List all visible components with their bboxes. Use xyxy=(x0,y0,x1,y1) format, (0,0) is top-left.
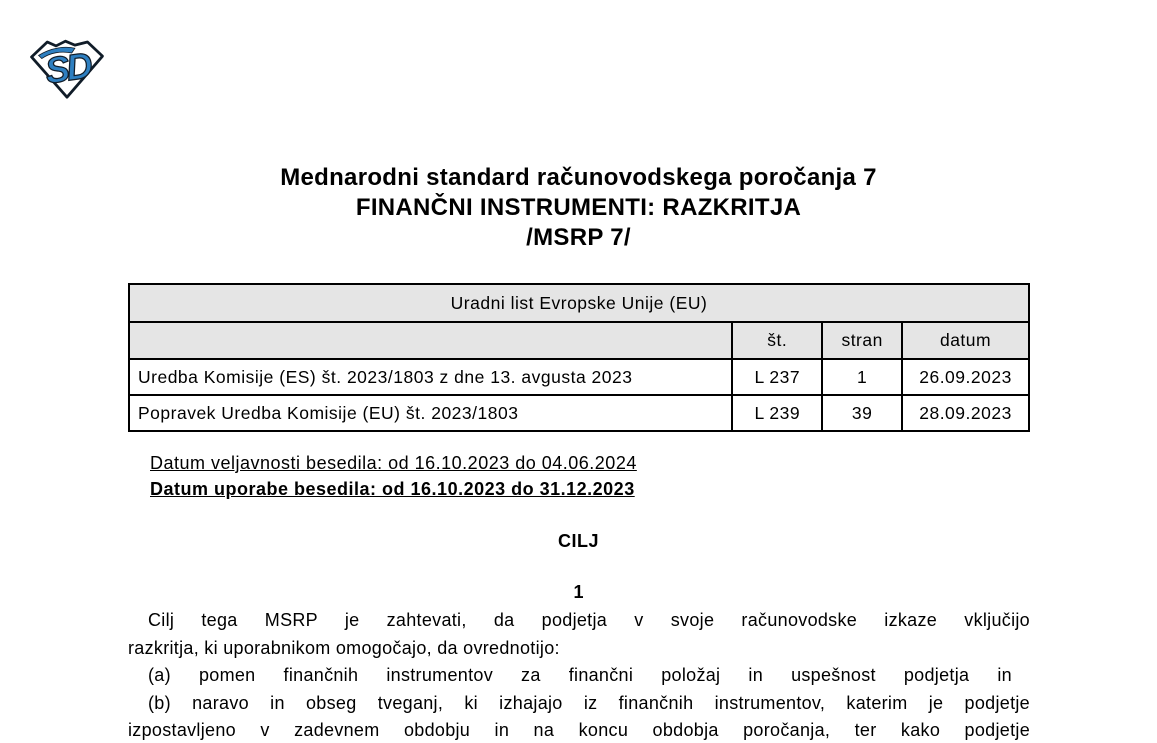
body-line: (a) pomen finančnih instrumentov za finančni položaj in uspešnost podjetja in xyxy=(148,665,1012,685)
body-line: (b) naravo in obseg tveganj, ki izhajajo iz finančnih instrumentov, katerim je podjetje xyxy=(148,692,1030,713)
title-line-1: Mednarodni standard računovodskega poročanja 7 xyxy=(280,164,877,191)
row-description: Uredba Komisije (ES) št. 2023/1803 z dne 13. avgusta 2023 xyxy=(129,359,732,395)
row-description: Popravek Uredba Komisije (EU) št. 2023/1803 xyxy=(129,395,732,431)
table-caption-row xyxy=(129,284,1029,322)
table-caption: Uradni list Evropske Unije (EU) xyxy=(129,284,1029,322)
logo-letters: SD xyxy=(42,44,93,92)
validity-effective-line: Datum veljavnosti besedila: od 16.10.2023 do 04.06.2024 xyxy=(150,453,637,473)
title-line-2: FINANČNI INSTRUMENTI: RAZKRITJA xyxy=(355,194,802,221)
body-paragraph xyxy=(128,607,1030,743)
col-header-empty xyxy=(129,322,732,359)
col-header-page: stran xyxy=(822,322,902,359)
table-header-row xyxy=(129,322,1029,359)
row-page: 39 xyxy=(822,395,902,431)
row-page: 1 xyxy=(822,359,902,395)
title-line-3: /MSRP 7/ xyxy=(526,224,631,251)
sd-logo xyxy=(26,34,108,102)
eu-journal-table xyxy=(128,283,1030,432)
validity-application-line: Datum uporabe besedila: od 16.10.2023 do 31.12.2023 xyxy=(150,479,635,499)
paragraph-number: 1 xyxy=(573,582,584,602)
body-line: razkritja, ki uporabnikom omogočajo, da ovrednotijo: xyxy=(128,637,560,658)
col-header-date: datum xyxy=(902,322,1029,359)
body-line: izpostavljeno v zadevnem obdobju in na koncu obdobja poročanja, ter kako podjetje xyxy=(128,720,1030,740)
table-row xyxy=(129,395,1029,431)
document-title xyxy=(0,163,1157,253)
table-row xyxy=(129,359,1029,395)
body-line: Cilj tega MSRP je zahtevati, da podjetja v svoje računovodske izkaze vključijo xyxy=(148,610,1030,630)
row-number: L 237 xyxy=(732,359,822,395)
section-heading-cilj: CILJ xyxy=(557,531,599,551)
validity-block xyxy=(150,450,637,502)
col-header-num: št. xyxy=(732,322,822,359)
row-date: 28.09.2023 xyxy=(902,395,1029,431)
row-date: 26.09.2023 xyxy=(902,359,1029,395)
row-number: L 239 xyxy=(732,395,822,431)
